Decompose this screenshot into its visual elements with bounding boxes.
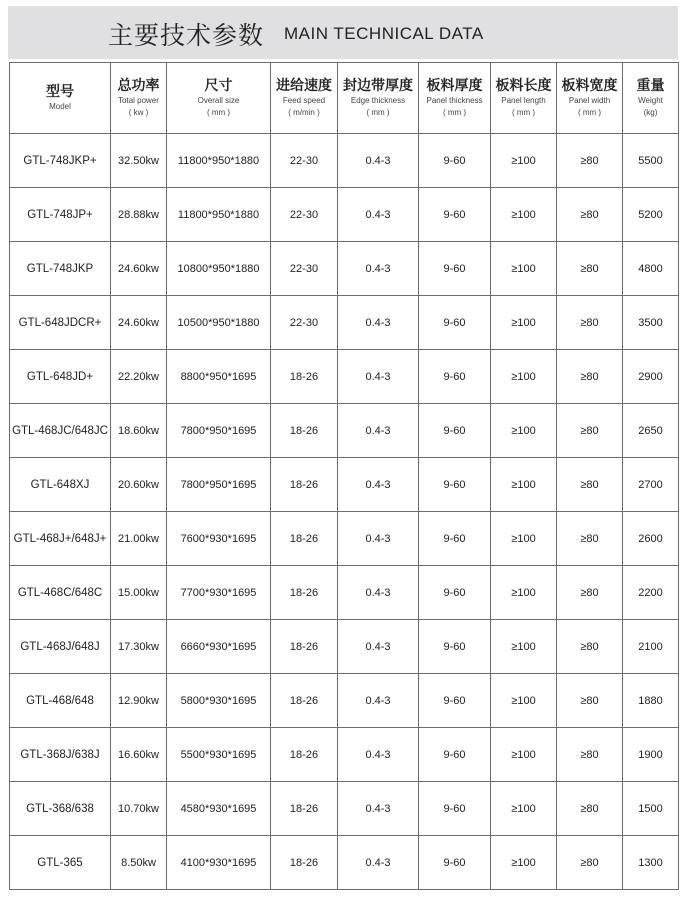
cell-feed-speed: 22-30: [271, 242, 338, 296]
cell-panel-length: ≥100: [491, 728, 557, 782]
table-row: [10, 350, 679, 404]
cell-feed-speed: 18-26: [271, 728, 338, 782]
cell-panel-length: ≥100: [491, 404, 557, 458]
table-row: [10, 836, 679, 890]
cell-panel-width: ≥80: [557, 674, 623, 728]
cell-weight: 1300: [623, 836, 679, 890]
cell-model: GTL-748JP+: [10, 188, 111, 242]
cell-model: GTL-468J+/648J+: [10, 512, 111, 566]
cell-edge-thickness: 0.4-3: [338, 728, 419, 782]
column-header-unit: ( m/min ): [288, 108, 320, 117]
cell-edge-thickness: 0.4-3: [338, 404, 419, 458]
cell-panel-width: ≥80: [557, 350, 623, 404]
cell-panel-thickness: 9-60: [419, 188, 491, 242]
table-row: [10, 242, 679, 296]
cell-feed-speed: 18-26: [271, 674, 338, 728]
column-header-panel-length: [491, 63, 557, 134]
cell-panel-thickness: 9-60: [419, 296, 491, 350]
cell-feed-speed: 18-26: [271, 458, 338, 512]
column-header-label-en: Feed speed: [282, 96, 326, 105]
table-row: [10, 674, 679, 728]
cell-overall-size: 11800*950*1880: [167, 188, 271, 242]
title-band: [8, 6, 678, 59]
column-header-label-cn: 总功率: [117, 78, 160, 94]
cell-panel-length: ≥100: [491, 188, 557, 242]
cell-model: GTL-468J/648J: [10, 620, 111, 674]
column-header-unit: ( kw ): [128, 108, 149, 117]
cell-total-power: 20.60kw: [111, 458, 167, 512]
cell-edge-thickness: 0.4-3: [338, 134, 419, 188]
cell-model: GTL-468C/648C: [10, 566, 111, 620]
cell-panel-width: ≥80: [557, 296, 623, 350]
cell-edge-thickness: 0.4-3: [338, 296, 419, 350]
column-header-unit: (kg): [643, 108, 658, 117]
cell-weight: 2700: [623, 458, 679, 512]
cell-panel-thickness: 9-60: [419, 566, 491, 620]
cell-total-power: 28.88kw: [111, 188, 167, 242]
cell-feed-speed: 22-30: [271, 296, 338, 350]
cell-panel-width: ≥80: [557, 782, 623, 836]
cell-weight: 2100: [623, 620, 679, 674]
cell-weight: 5200: [623, 188, 679, 242]
cell-panel-length: ≥100: [491, 242, 557, 296]
column-header-label-en: Overall size: [197, 96, 240, 105]
cell-feed-speed: 18-26: [271, 566, 338, 620]
column-header-panel-thickness: [419, 63, 491, 134]
column-header-label-en: Panel thickness: [426, 96, 483, 105]
cell-panel-thickness: 9-60: [419, 458, 491, 512]
cell-weight: 4800: [623, 242, 679, 296]
cell-edge-thickness: 0.4-3: [338, 674, 419, 728]
cell-model: GTL-368/638: [10, 782, 111, 836]
cell-edge-thickness: 0.4-3: [338, 350, 419, 404]
cell-edge-thickness: 0.4-3: [338, 188, 419, 242]
column-header-panel-width: [557, 63, 623, 134]
cell-feed-speed: 18-26: [271, 836, 338, 890]
cell-panel-width: ≥80: [557, 242, 623, 296]
column-header-label-en: Edge thickness: [350, 96, 406, 105]
cell-panel-thickness: 9-60: [419, 674, 491, 728]
column-header-label-cn: 板料长度: [495, 78, 552, 94]
table-row: [10, 728, 679, 782]
cell-edge-thickness: 0.4-3: [338, 836, 419, 890]
cell-weight: 2200: [623, 566, 679, 620]
cell-panel-thickness: 9-60: [419, 620, 491, 674]
cell-weight: 2600: [623, 512, 679, 566]
cell-total-power: 10.70kw: [111, 782, 167, 836]
cell-overall-size: 8800*950*1695: [167, 350, 271, 404]
column-header-label-cn: 重量: [636, 78, 665, 94]
cell-panel-length: ≥100: [491, 782, 557, 836]
cell-panel-length: ≥100: [491, 512, 557, 566]
cell-overall-size: 7700*930*1695: [167, 566, 271, 620]
column-header-unit: ( mm ): [206, 108, 231, 117]
column-header-feed-speed: [271, 63, 338, 134]
cell-edge-thickness: 0.4-3: [338, 782, 419, 836]
cell-overall-size: 10500*950*1880: [167, 296, 271, 350]
column-header-label-en: Weight: [638, 96, 663, 105]
cell-feed-speed: 18-26: [271, 404, 338, 458]
cell-panel-thickness: 9-60: [419, 134, 491, 188]
cell-feed-speed: 22-30: [271, 188, 338, 242]
cell-weight: 1500: [623, 782, 679, 836]
cell-edge-thickness: 0.4-3: [338, 512, 419, 566]
column-header-unit: ( mm ): [366, 108, 390, 117]
column-header-label-en: Model: [49, 102, 71, 111]
cell-panel-thickness: 9-60: [419, 728, 491, 782]
cell-panel-width: ≥80: [557, 728, 623, 782]
table-header-row: [10, 63, 679, 134]
cell-panel-width: ≥80: [557, 836, 623, 890]
cell-panel-width: ≥80: [557, 134, 623, 188]
cell-model: GTL-468JC/648JC: [10, 404, 111, 458]
cell-panel-thickness: 9-60: [419, 404, 491, 458]
column-header-label-cn: 型号: [46, 84, 74, 100]
cell-overall-size: 4100*930*1695: [167, 836, 271, 890]
cell-panel-width: ≥80: [557, 458, 623, 512]
cell-model: GTL-748JKP: [10, 242, 111, 296]
cell-overall-size: 4580*930*1695: [167, 782, 271, 836]
cell-panel-width: ≥80: [557, 188, 623, 242]
cell-model: GTL-648JD+: [10, 350, 111, 404]
cell-panel-width: ≥80: [557, 404, 623, 458]
cell-total-power: 32.50kw: [111, 134, 167, 188]
column-header-edge-thickness: [338, 63, 419, 134]
cell-edge-thickness: 0.4-3: [338, 242, 419, 296]
cell-weight: 3500: [623, 296, 679, 350]
cell-total-power: 8.50kw: [111, 836, 167, 890]
table-row: [10, 134, 679, 188]
cell-weight: 1880: [623, 674, 679, 728]
cell-feed-speed: 22-30: [271, 134, 338, 188]
cell-overall-size: 10800*950*1880: [167, 242, 271, 296]
cell-panel-thickness: 9-60: [419, 512, 491, 566]
cell-total-power: 16.60kw: [111, 728, 167, 782]
cell-total-power: 17.30kw: [111, 620, 167, 674]
cell-overall-size: 11800*950*1880: [167, 134, 271, 188]
cell-total-power: 15.00kw: [111, 566, 167, 620]
table-row: [10, 296, 679, 350]
cell-panel-width: ≥80: [557, 620, 623, 674]
column-header-model: [10, 63, 111, 134]
cell-weight: 2900: [623, 350, 679, 404]
column-header-label-cn: 尺寸: [204, 78, 233, 94]
cell-overall-size: 7800*950*1695: [167, 458, 271, 512]
table-row: [10, 404, 679, 458]
column-header-total-power: [111, 63, 167, 134]
cell-total-power: 24.60kw: [111, 296, 167, 350]
cell-panel-length: ≥100: [491, 674, 557, 728]
column-header-label-cn: 进给速度: [276, 78, 332, 94]
cell-edge-thickness: 0.4-3: [338, 620, 419, 674]
table-body: [10, 134, 679, 890]
cell-edge-thickness: 0.4-3: [338, 566, 419, 620]
cell-feed-speed: 18-26: [271, 782, 338, 836]
table-row: [10, 512, 679, 566]
title-chinese: 主要技术参数: [108, 21, 265, 50]
column-header-label-en: Total power: [118, 96, 159, 105]
table-row: [10, 188, 679, 242]
cell-weight: 2650: [623, 404, 679, 458]
table-row: [10, 458, 679, 512]
cell-total-power: 12.90kw: [111, 674, 167, 728]
column-header-label-cn: 板料厚度: [426, 78, 483, 94]
cell-panel-thickness: 9-60: [419, 782, 491, 836]
cell-overall-size: 7600*930*1695: [167, 512, 271, 566]
cell-feed-speed: 18-26: [271, 350, 338, 404]
table-row: [10, 620, 679, 674]
column-header-unit: ( mm ): [577, 108, 602, 117]
column-header-label-en: Panel length: [501, 96, 546, 105]
cell-panel-thickness: 9-60: [419, 242, 491, 296]
cell-panel-width: ≥80: [557, 566, 623, 620]
cell-panel-length: ≥100: [491, 134, 557, 188]
cell-feed-speed: 18-26: [271, 620, 338, 674]
cell-overall-size: 5500*930*1695: [167, 728, 271, 782]
cell-panel-length: ≥100: [491, 296, 557, 350]
column-header-unit: ( mm ): [442, 108, 467, 117]
cell-overall-size: 5800*930*1695: [167, 674, 271, 728]
title-english: MAIN TECHNICAL DATA: [284, 24, 484, 43]
cell-panel-length: ≥100: [491, 458, 557, 512]
cell-total-power: 18.60kw: [111, 404, 167, 458]
cell-model: GTL-468/648: [10, 674, 111, 728]
cell-overall-size: 6660*930*1695: [167, 620, 271, 674]
cell-feed-speed: 18-26: [271, 512, 338, 566]
cell-panel-length: ≥100: [491, 566, 557, 620]
cell-model: GTL-748JKP+: [10, 134, 111, 188]
column-header-unit: ( mm ): [511, 108, 536, 117]
cell-model: GTL-368J/638J: [10, 728, 111, 782]
cell-panel-width: ≥80: [557, 512, 623, 566]
cell-panel-thickness: 9-60: [419, 350, 491, 404]
cell-total-power: 24.60kw: [111, 242, 167, 296]
cell-panel-length: ≥100: [491, 350, 557, 404]
column-header-weight: [623, 63, 679, 134]
cell-weight: 1900: [623, 728, 679, 782]
technical-data-table: [9, 62, 679, 890]
table-row: [10, 566, 679, 620]
cell-panel-length: ≥100: [491, 620, 557, 674]
cell-model: GTL-648JDCR+: [10, 296, 111, 350]
cell-overall-size: 7800*950*1695: [167, 404, 271, 458]
cell-model: GTL-365: [10, 836, 111, 890]
column-header-label-cn: 板料宽度: [561, 78, 618, 94]
cell-total-power: 22.20kw: [111, 350, 167, 404]
cell-model: GTL-648XJ: [10, 458, 111, 512]
column-header-overall-size: [167, 63, 271, 134]
cell-panel-thickness: 9-60: [419, 836, 491, 890]
cell-edge-thickness: 0.4-3: [338, 458, 419, 512]
cell-total-power: 21.00kw: [111, 512, 167, 566]
cell-weight: 5500: [623, 134, 679, 188]
column-header-label-en: Panel width: [568, 96, 611, 105]
cell-panel-length: ≥100: [491, 836, 557, 890]
table-row: [10, 782, 679, 836]
column-header-label-cn: 封边带厚度: [343, 78, 413, 94]
